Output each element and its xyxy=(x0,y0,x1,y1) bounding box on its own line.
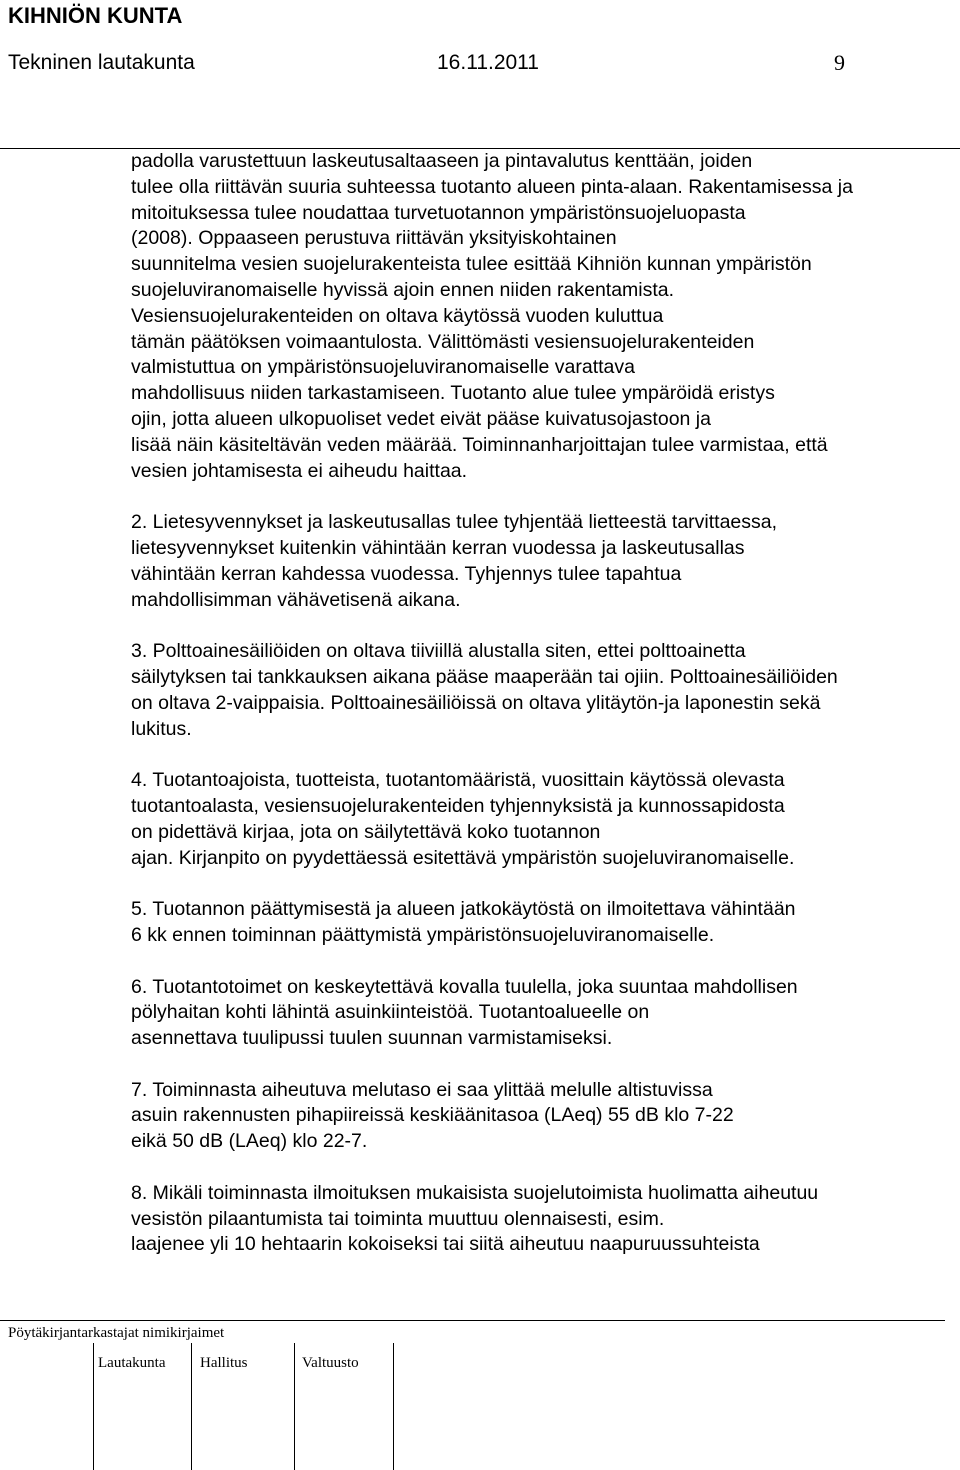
paragraph-line: vesien johtamisesta ei aiheudu haittaa. xyxy=(131,459,468,482)
signature-label-lautakunta: Lautakunta xyxy=(98,1355,166,1371)
paragraph-line: asennettava tuulipussi tuulen suunnan varmistamiseksi. xyxy=(131,1027,613,1050)
paragraph-line: eikä 50 dB (LAeq) klo 22-7. xyxy=(131,1130,368,1153)
paragraph-line: lisää näin käsiteltävän veden määrää. Toiminnanharjoittajan tulee varmistaa, että xyxy=(131,433,828,456)
paragraph xyxy=(131,639,960,742)
footer-divider xyxy=(0,1320,945,1321)
paragraph-line: pölyhaitan kohti lähintä asuinkiinteistöä. Tuotantoalueelle on xyxy=(131,1001,650,1024)
paragraph-line: mahdollisimman vähävetisenä aikana. xyxy=(131,588,461,611)
paragraph-line: lietesyvennykset kuitenkin vähintään kerran vuodessa ja laskeutusallas xyxy=(131,536,745,559)
paragraph-line: suojeluviranomaiselle hyvissä ajoin ennen niiden rakentamista. xyxy=(131,278,675,301)
paragraph-line: tuotantoalasta, vesiensuojelurakenteiden tyhjennyksistä ja kunnossapidosta xyxy=(131,794,785,817)
paragraph-line: laajenee yli 10 hehtaarin kokoiseksi tai siitä aiheutuu naapuruussuhteista xyxy=(131,1233,760,1256)
paragraph xyxy=(131,768,960,871)
paragraph-line: asuin rakennusten pihapiireissä keskiäänitasoa (LAeq) 55 dB klo 7-22 xyxy=(131,1104,734,1127)
paragraph-line: ajan. Kirjanpito on pyydettäessä esitettävä ympäristön suojeluviranomaiselle. xyxy=(131,846,795,869)
signature-box-divider xyxy=(191,1343,192,1470)
paragraph-line: suunnitelma vesien suojelurakenteista tulee esittää Kihniön kunnan ympäristön xyxy=(131,253,812,276)
paragraph-line: 4. Tuotantoajoista, tuotteista, tuotantomääristä, vuosittain käytössä olevasta xyxy=(131,769,785,792)
paragraph-line: on oltava 2-vaippaisia. Polttoainesäiliöissä on oltava ylitäytön-ja laponestin sekä xyxy=(131,691,821,714)
paragraph-line: 3. Polttoainesäiliöiden on oltava tiiviillä alustalla siten, ettei polttoainetta xyxy=(131,640,746,663)
signature-label-valtuusto: Valtuusto xyxy=(302,1355,359,1371)
paragraph-line: vähintään kerran kahdessa vuodessa. Tyhjennys tulee tapahtua xyxy=(131,562,682,585)
paragraph xyxy=(131,510,960,613)
paragraph xyxy=(131,1078,960,1155)
paragraph xyxy=(131,897,960,949)
signature-label-hallitus: Hallitus xyxy=(200,1355,248,1371)
paragraph-line: tämän päätöksen voimaantulosta. Välittömästi vesiensuojelurakenteiden xyxy=(131,330,755,353)
signature-box-divider xyxy=(294,1343,295,1470)
paragraph-line: 6. Tuotantotoimet on keskeytettävä kovalla tuulella, joka suuntaa mahdollisen xyxy=(131,975,798,998)
signature-box-divider xyxy=(393,1343,394,1470)
page-number: 9 xyxy=(834,50,845,75)
paragraph-line: 2. Lietesyvennykset ja laskeutusallas tulee tyhjentää lietteestä tarvittaessa, xyxy=(131,511,778,534)
paragraph xyxy=(131,975,960,1052)
paragraph xyxy=(131,1181,960,1258)
paragraph-line: mitoituksessa tulee noudattaa turvetuotannon ympäristönsuojeluopasta xyxy=(131,201,746,224)
signature-title: Pöytäkirjantarkastajat nimikirjaimet xyxy=(8,1325,225,1341)
paragraph-line: 7. Toiminnasta aiheutuva melutaso ei saa ylittää melulle altistuvissa xyxy=(131,1078,713,1101)
paragraph-line: Vesiensuojelurakenteiden on oltava käytössä vuoden kuluttua xyxy=(131,304,664,327)
paragraph-line: ojin, jotta alueen ulkopuoliset vedet eivät pääse kuivatusojastoon ja xyxy=(131,407,711,430)
signature-box-divider xyxy=(93,1343,94,1470)
paragraph xyxy=(131,149,960,484)
paragraph-line: 5. Tuotannon päättymisestä ja alueen jatkokäytöstä on ilmoitettava vähintään xyxy=(131,898,796,921)
document-body xyxy=(131,149,960,1258)
paragraph-line: säilytyksen tai tankkauksen aikana pääse maaperään tai ojiin. Polttoainesäiliöiden xyxy=(131,665,838,688)
paragraph-line: mahdollisuus niiden tarkastamiseen. Tuotanto alue tulee ympäröidä eristys xyxy=(131,382,775,405)
meeting-date: 16.11.2011 xyxy=(437,51,539,74)
paragraph-line: on pidettävä kirjaa, jota on säilytettävä koko tuotannon xyxy=(131,820,601,843)
paragraph-line: valmistuttua on ympäristönsuojeluviranomaiselle varattava xyxy=(131,356,635,379)
paragraph-line: lukitus. xyxy=(131,717,192,740)
paragraph-line: padolla varustettuun laskeutusaltaaseen ja pintavalutus kenttään, joiden xyxy=(131,150,753,172)
paragraph-line: (2008). Oppaaseen perustuva riittävän yksityiskohtainen xyxy=(131,227,617,250)
paragraph-line: tulee olla riittävän suuria suhteessa tuotanto alueen pinta-alaan. Rakentamisessa ja xyxy=(131,175,853,198)
board-name: Tekninen lautakunta xyxy=(8,51,195,74)
paragraph-line: 8. Mikäli toiminnasta ilmoituksen mukaisista suojelutoimista huolimatta aiheutuu xyxy=(131,1181,819,1204)
paragraph-line: vesistön pilaantumista tai toiminta muuttuu olennaisesti, esim. xyxy=(131,1207,665,1230)
paragraph-line: 6 kk ennen toiminnan päättymistä ympäristönsuojeluviranomaiselle. xyxy=(131,923,715,946)
organization-name: KIHNIÖN KUNTA xyxy=(8,3,183,28)
